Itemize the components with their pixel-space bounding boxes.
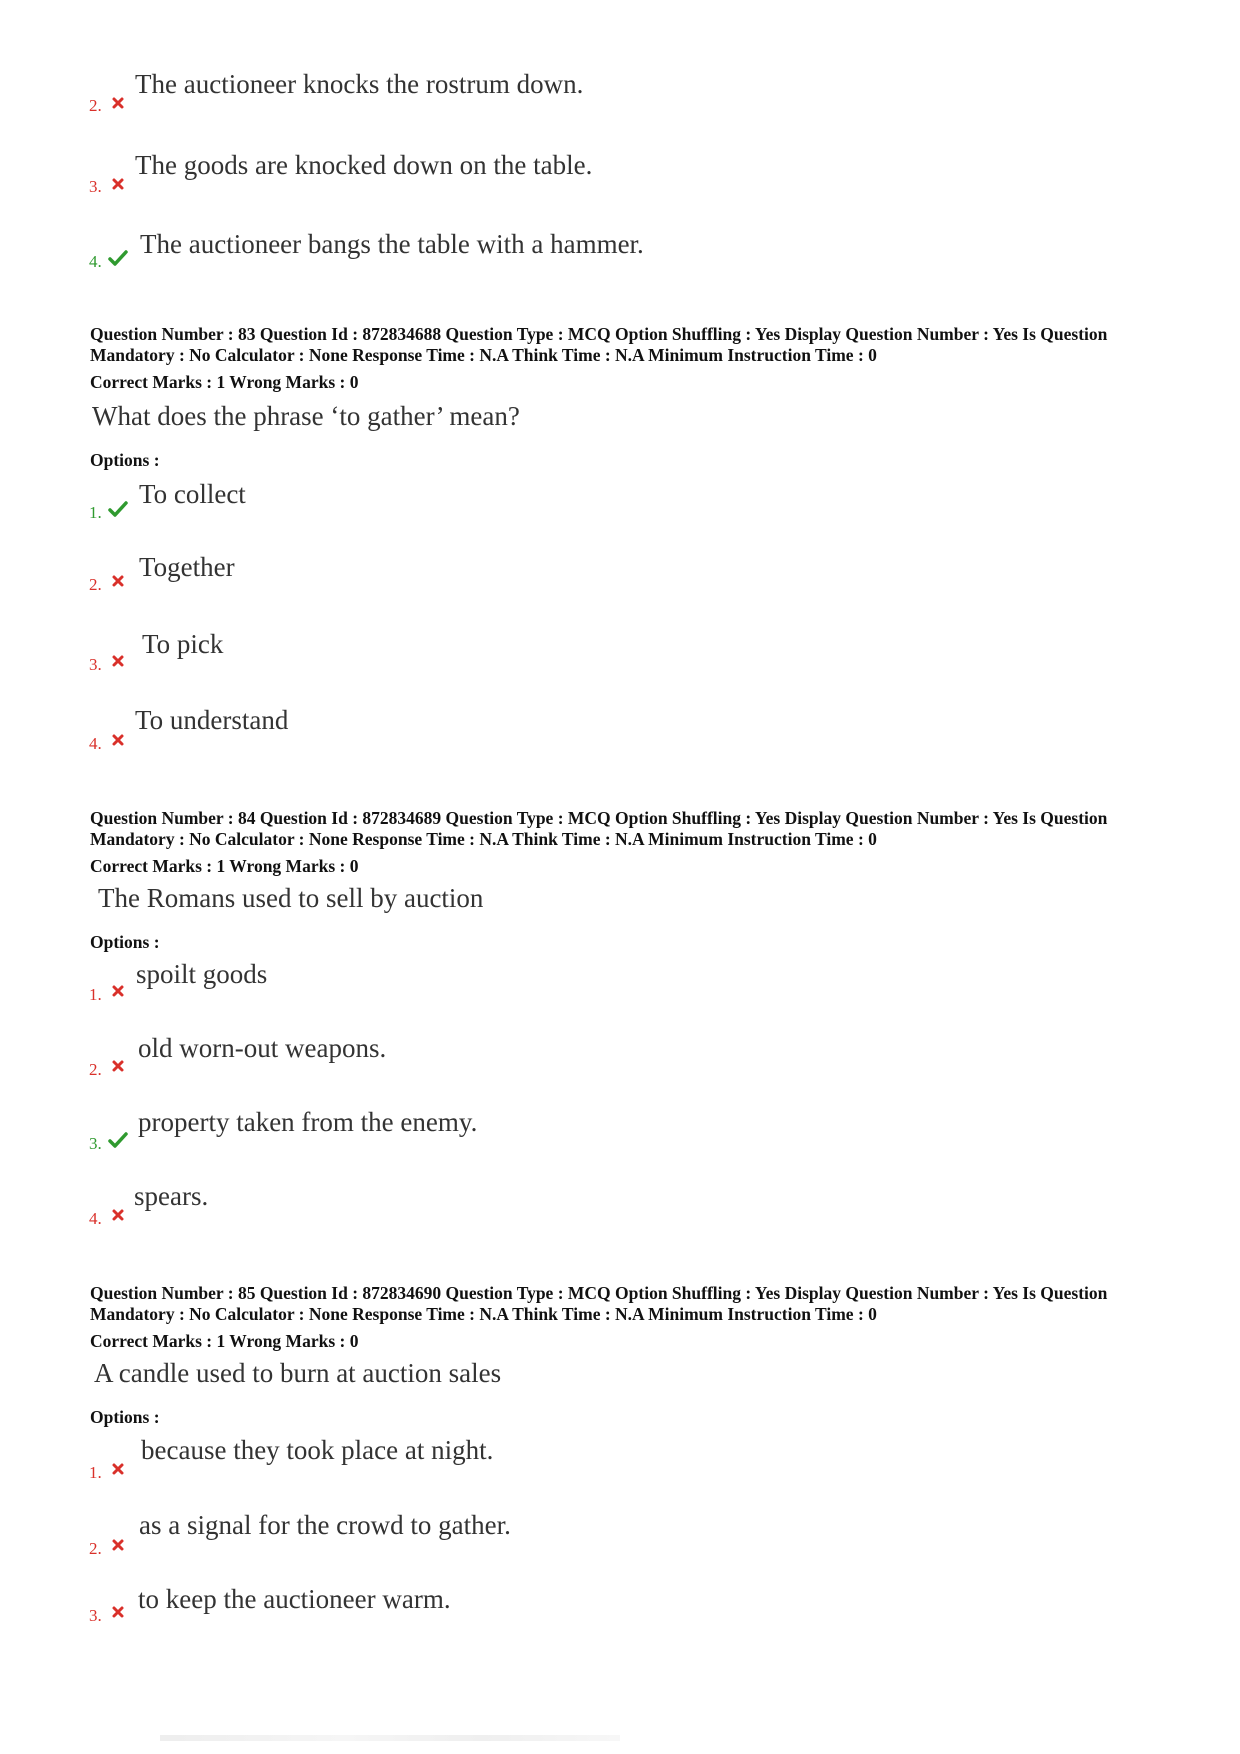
option-text: spears. <box>134 1181 209 1211</box>
options-label: Options : <box>90 932 160 952</box>
option-text: The goods are knocked down on the table. <box>135 150 593 180</box>
option-number: 3. <box>89 1134 102 1153</box>
cross-icon <box>110 1058 126 1074</box>
option-text: To collect <box>139 479 246 509</box>
option-number: 4. <box>89 252 102 271</box>
option-text: old worn-out weapons. <box>138 1033 387 1063</box>
question-meta: Question Number : 84 Question Id : 872834689 Question Type : MCQ Option Shuffling : Yes Display Question Number : Yes Is Question Mandatory : No Calculator : None Response Time : N.A Think Time : N.A Minimum Instruction Time : 0 <box>90 808 1108 849</box>
option-text: as a signal for the crowd to gather. <box>139 1510 511 1540</box>
option-number: 4. <box>89 1209 102 1228</box>
question-marks: Correct Marks : 1 Wrong Marks : 0 <box>90 372 359 392</box>
cross-icon <box>110 983 126 999</box>
options-label: Options : <box>90 1407 160 1427</box>
cross-icon <box>110 1604 126 1620</box>
option-text: property taken from the enemy. <box>138 1107 478 1137</box>
option-text: to keep the auctioneer warm. <box>138 1584 451 1614</box>
cross-icon <box>110 1537 126 1553</box>
option-number: 1. <box>89 503 102 522</box>
check-icon <box>108 500 128 518</box>
cross-icon <box>110 653 126 669</box>
option-number: 2. <box>89 575 102 594</box>
option-number: 1. <box>89 1463 102 1482</box>
question-text: The Romans used to sell by auction <box>98 883 484 913</box>
cross-icon <box>110 1461 126 1477</box>
question-marks: Correct Marks : 1 Wrong Marks : 0 <box>90 1331 359 1351</box>
question-meta: Question Number : 83 Question Id : 872834688 Question Type : MCQ Option Shuffling : Yes Display Question Number : Yes Is Question Mandatory : No Calculator : None Response Time : N.A Think Time : N.A Minimum Instruction Time : 0 <box>90 324 1108 365</box>
check-icon <box>108 1131 128 1149</box>
question-marks: Correct Marks : 1 Wrong Marks : 0 <box>90 856 359 876</box>
option-text: because they took place at night. <box>141 1435 494 1465</box>
option-number: 3. <box>89 177 102 196</box>
cross-icon <box>110 1207 126 1223</box>
option-number: 2. <box>89 1539 102 1558</box>
check-icon <box>108 249 128 267</box>
option-text: To pick <box>142 629 224 659</box>
question-meta: Question Number : 85 Question Id : 872834690 Question Type : MCQ Option Shuffling : Yes Display Question Number : Yes Is Question Mandatory : No Calculator : None Response Time : N.A Think Time : N.A Minimum Instruction Time : 0 <box>90 1283 1108 1324</box>
option-text: spoilt goods <box>136 959 268 989</box>
option-number: 4. <box>89 734 102 753</box>
option-number: 3. <box>89 655 102 674</box>
option-number: 3. <box>89 1606 102 1625</box>
option-number: 1. <box>89 985 102 1004</box>
page-bottom-cutoff <box>160 1735 620 1741</box>
option-text: Together <box>139 552 235 582</box>
cross-icon <box>110 95 126 111</box>
option-text: To understand <box>135 705 289 735</box>
options-label: Options : <box>90 450 160 470</box>
question-text: A candle used to burn at auction sales <box>94 1358 502 1388</box>
option-number: 2. <box>89 1060 102 1079</box>
option-number: 2. <box>89 96 102 115</box>
cross-icon <box>110 176 126 192</box>
option-text: The auctioneer bangs the table with a hammer. <box>140 229 644 259</box>
option-text: The auctioneer knocks the rostrum down. <box>135 69 584 99</box>
cross-icon <box>110 732 126 748</box>
cross-icon <box>110 573 126 589</box>
question-text: What does the phrase ‘to gather’ mean? <box>92 401 520 431</box>
